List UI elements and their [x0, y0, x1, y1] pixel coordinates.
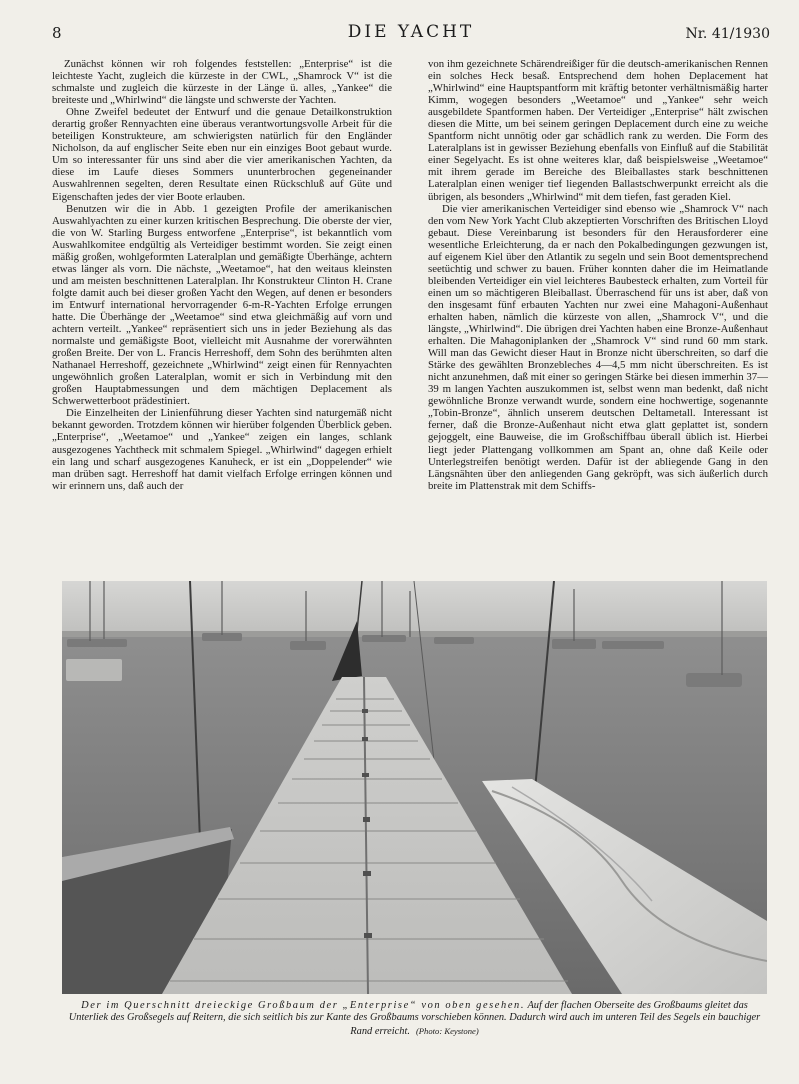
photo-caption: [62, 1000, 767, 1038]
paragraph: Die Einzelheiten der Linienführung dieser Yachten sind naturgemäß nicht bekannt geworden. Trotzdem können wir hierüber folgenden Überblick geben. „Enterprise“, „Weetamoe“ und „Yankee“ zeigen ein langes, schlank ausgezogenes Yachtheck mit schmalem Spiegel. „Whirlwind“ dagegen erhielt ein lang und scharf ausgezogenes Kanuheck, er ist ein „Doppelender“ wie man drüben sagt. Herreshoff hat damit vielfach Erfolge erringen können und wir erinnern uns, daß auch der: [52, 407, 392, 492]
boom-photograph: [62, 581, 767, 994]
paragraph: Ohne Zweifel bedeutet der Entwurf und die genaue Detailkonstruktion derartig großer Rennyachten eine überaus verantwortungsvolle Arbeit für die beteiligen Konstrukteure, am schwierigsten natürlich für den Engländer Nicholson, da auf englischer Seite eben nur ein einziges Boot gebaut wurde. Um so interessanter für uns sind aber die vier amerikanischen Yachten, da diese im Laufe dieses Sommers ununterbrochen gegeneinander Auswahlrennen segelten, deren Resultate einen Rückschluß auf Güte und Eigenschaften jedes der vier Boote erlauben.: [52, 106, 392, 203]
issue-number: Nr. 41/1930: [685, 26, 770, 42]
caption-text: Auf der flachen Oberseite des Großbaums gleitet das Unterliek des Großsegels auf Reitern, die sich seitlich bis zur Kante des Großbaums vorschieben können. Dadurch wird auch im unteren Teil des Segels ein bauchiger Rand erreicht.: [68, 1000, 761, 1037]
page-number: 8: [52, 24, 62, 42]
magazine-title: DIE YACHT: [347, 22, 475, 42]
paragraph: von ihm gezeichnete Schärendreißiger für die deutsch-amerikanischen Rennen ein solches Heck besaß. Entsprechend dem hohen Deplacement hat „Whirlwind“ eine Hauptspantform mit kräftig betonter verhältnismäßig harter Kimm, wogegen besonders „Weetamoe“ und „Yankee“ sehr weich ausgebildete Spantformen haben. Der Verteidiger „Enterprise“ hält zwischen diesen die Mitte, um bei seinem geringen Deplacement durch eine zu weiche Spantform nicht unnötig oder gar schädlich rank zu werden. Die Form des Lateralplans ist in gewisser Beziehung ebenfalls von Einfluß auf die Stabilität einer Segelyacht. Es ist ohne weiteres klar, daß beispielsweise „Weetamoe“ mit ihrem gerade im Bereiche des Bleiballastes stark beschnittenen Lateralplan einen weniger tief liegenden Ballastschwerpunkt erreicht als die übrigen, als besonders „Whirlwind“ mit dem tiefen, fast geraden Kiel.: [428, 58, 768, 203]
paragraph: Die vier amerikanischen Verteidiger sind ebenso wie „Shamrock V“ nach den vom New York Yacht Club akzeptierten Vorschriften des Britischen Lloyd gebaut. Diese Vereinbarung ist besonders für den Herausforderer eine wesentliche Erleichterung, da er nach den Pokalbedingungen gezwungen ist, auf eigenem Kiel über den Atlantik zu segeln und sein Boot dementsprechend seetüchtig und schwer zu bauen. Früher konnten daher die im Heimatlande bleibenden Verteidiger ein viel leichteres Baubesteck erhalten, zum Vorteil für einen um so mächtigeren Bleiballast. Überraschend für uns ist aber, daß von den insgesamt fünf erbauten Yachten nur zwei eine Mahagoni-Außenhaut erhalten haben, nämlich die kürzeste von allen, „Shamrock V“, und die längste, „Whirlwind“. Die übrigen drei Yachten haben eine Bronze-Außenhaut erhalten. Die Mahagoniplanken der „Shamrock V“ sind rund 60 mm stark. Will man das Gewicht dieser Haut in Bronze nicht überschreiten, so darf die Stärke des gewählten Bronzebleches 4—4,5 mm nicht überschreiten. Es ist nicht anzunehmen, daß mit einer so geringen Stärke bei diesen immerhin 37—39 m langen Yachten auszukommen ist, selbst wenn man bedenkt, daß nicht gewöhnliche Bronze verwandt wurde, sondern eine hochwertige, sogenannte „Tobin-Bronze“, ähnlich unserem deutschen Deltametall. Interessant ist ferner, daß die Bronze-Außenhaut nicht etwa glatt geplattet ist, sondern gejoggelt, eine Bauweise, die im Großschiffbau überall üblich ist. Hierbei liegt jeder Plattengang vollkommen am Spant an, ohne daß Keile oder Unterlegstreifen benötigt werden. Dafür ist der abliegende Gang in den Längsnähten über den anliegenden Gang gekröpft, was sich äußerlich durch breite im Plattenstrak mit dem Schiffs-: [428, 202, 768, 492]
paragraph: Benutzen wir die in Abb. 1 gezeigten Profile der amerikanischen Auswahlyachten zu einer kurzen kritischen Besprechung. Die oberste der vier, die von W. Starling Burgess entworfene „Enterprise“, ist bekanntlich vom Auswahlkomitee endgültig als Verteidiger bestimmt worden. Sie zeigt einen mäßig großen, wohlgeformten Lateralplan und gemäßigte Überhänge, achtern etwas länger als vorn. Die nächste, „Weetamoe“, hat den weitaus kleinsten und am meisten beschnittenen Lateralplan. Ihr Konstrukteur Clinton H. Crane folgte damit auch bei dieser großen Yacht den Wegen, auf denen er besonders im Entwurf international hervorragender 6-m-R-Yachten Erfolge errungen hatte. Die Überhänge der „Weetamoe“ sind etwa gleichmäßig auf vorn und achtern verteilt. „Yankee“ repräsentiert sich uns in jeder Beziehung als das normalste und gemäßigste Boot, vielleicht mit Ausnahme der vorerwähnten großen Breite. Der von L. Francis Herreshoff, dem Sohn des berühmten alten Nathanael Herreshoff, gezeichnete „Whirlwind“ zeigt einen für Rennyachten ungewöhnlich großen Lateralplan, womit er sich in Verbindung mit den großen Hauptabmessungen und dem mächtigen Deplacement als Schwerwetterboot prädestiniert.: [52, 202, 392, 408]
photo-credit: (Photo: Keystone): [415, 1025, 479, 1036]
left-text-column: [52, 58, 392, 574]
paragraph: Zunächst können wir roh folgendes feststellen: „Enterprise“ ist die leichteste Yacht, zugleich die kürzeste in der CWL, „Shamrock V“ ist die schmalste und zugleich die kürzeste in der Länge ü. alles, „Yankee“ die breiteste und „Whirlwind“ die längste und schwerste der Yachten.: [52, 58, 392, 107]
right-text-column: [428, 58, 768, 574]
page-header: [52, 22, 770, 46]
caption-lead: Der im Querschnitt dreieckige Großbaum der „Enterprise“ von oben gesehen.: [81, 1000, 526, 1011]
photo-illustration: [62, 581, 767, 994]
